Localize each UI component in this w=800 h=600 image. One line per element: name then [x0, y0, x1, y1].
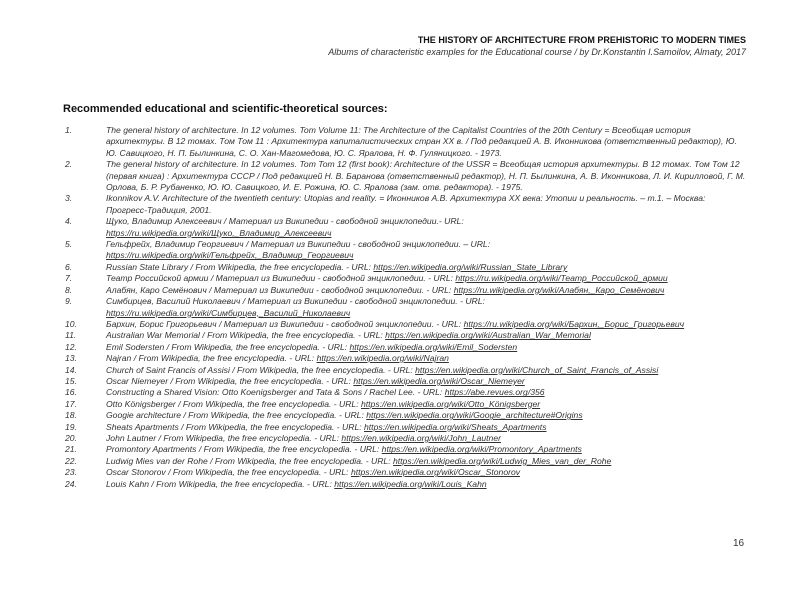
- item-text: Ludwig Mies van der Rohe / From Wikipedia, the free encyclopedia. - URL:: [106, 455, 393, 466]
- item-number: 24.: [65, 478, 77, 489]
- item-text: Oscar Niemeyer / From Wikipedia, the free encyclopedia. - URL:: [106, 375, 354, 386]
- item-number: 19.: [65, 421, 77, 432]
- item-content: [106, 444, 748, 455]
- item-number: 22.: [65, 455, 77, 466]
- list-item: [63, 376, 748, 387]
- list-item: [63, 353, 748, 364]
- page-number: 16: [733, 538, 745, 549]
- source-link[interactable]: https://en.wikipedia.org/wiki/Emil_Sodersten: [349, 341, 518, 352]
- list-item: [63, 399, 748, 410]
- item-content: [106, 273, 748, 284]
- item-number: 6.: [65, 261, 73, 272]
- item-text: Гельфрейх, Владимир Георгиевич / Материал из Википедии - свободной энциклопедии. – URL:: [106, 239, 491, 250]
- item-content: [106, 262, 748, 273]
- item-content: [106, 330, 748, 341]
- item-number: 13.: [65, 353, 77, 364]
- item-text: Бархин, Борис Григорьевич / Материал из Википедии - свободной энциклопедии. - URL:: [106, 318, 464, 329]
- item-content: [106, 365, 748, 376]
- item-text: Щуко, Владимир Алексеевич / Материал из Википедии - свободной энциклопедии.- URL:: [106, 216, 464, 227]
- item-content: [106, 239, 748, 262]
- item-number: 8.: [65, 284, 73, 295]
- source-link[interactable]: https://en.wikipedia.org/wiki/Najran: [316, 353, 449, 364]
- source-link[interactable]: https://en.wikipedia.org/wiki/Googie_architecture#Origins: [366, 410, 583, 421]
- item-content: [106, 399, 748, 410]
- item-number: 2.: [65, 159, 73, 170]
- list-item: [63, 273, 748, 284]
- document-subtitle: Albums of characteristic examples for the Educational course / by Dr.Konstantin I.Samoilov, Almaty, 2017: [328, 47, 746, 57]
- list-item: [63, 342, 748, 353]
- source-link[interactable]: https://en.wikipedia.org/wiki/Louis_Kahn: [334, 478, 487, 489]
- item-text: Otto Königsberger / From Wikipedia, the free encyclopedia. - URL:: [106, 398, 361, 409]
- source-link[interactable]: https://ru.wikipedia.org/wiki/Симбирцев,_Василий_Николаевич: [106, 307, 351, 318]
- list-item: [63, 239, 748, 262]
- page-header: [328, 34, 746, 58]
- source-link[interactable]: https://en.wikipedia.org/wiki/Promontory_Apartments: [381, 444, 582, 455]
- list-item: [63, 330, 748, 341]
- item-number: 16.: [65, 387, 77, 398]
- item-text: The general history of architecture. In 12 volumes. Tom Volume 11: The Architecture of the Capitalist Countries of the 20th Century = Всеобщая история архитектуры. В 12 томах. Том Том 11 : Архитектура капиталистических стран XX в. / Под редакцией А. В. Иконникова (ответственный редактор), Ю. Ю. Савицкого, Н. П. Былинкина, С. О. Хан-Магомедова, Ю. С. Яралова, Н. Ф. Гуляницкого. - 1973.: [106, 125, 737, 158]
- source-link[interactable]: https://abe.revues.org/356: [444, 387, 545, 398]
- item-number: 20.: [65, 432, 77, 443]
- item-text: Constructing a Shared Vision: Otto Koenigsberger and Tata & Sons / Rachel Lee. - URL:: [106, 387, 445, 398]
- source-link[interactable]: https://en.wikipedia.org/wiki/John_Lautner: [341, 432, 501, 443]
- item-text: Najran / From Wikipedia, the free encyclopedia. - URL:: [106, 353, 317, 364]
- item-content: [106, 456, 748, 467]
- item-content: [106, 353, 748, 364]
- item-text: The general history of architecture. In 12 volumes. Tom Tom 12 (first book): Architecture of the USSR = Всеобщая история архитектуры. В 12 томах. Том Том 12 (первая книга) : Архитектура СССР / Под редакцией Н. В. Баранова (ответственный редактор), Н. П. Былинкина, А. В. Иконникова, Л. И. Кирилловой, Г. М. Орлова, Б. Р. Рубаненко, Ю. Ю. Савицкого, И. Е. Рожина, Ю. С. Яралова (зам. отв. редактора). - 1975.: [106, 159, 746, 193]
- item-text: Russian State Library / From Wikipedia, the free encyclopedia. - URL:: [106, 261, 374, 272]
- section-heading: Recommended educational and scientific-theoretical sources:: [63, 103, 388, 115]
- list-item: [63, 433, 748, 444]
- item-content: [106, 125, 748, 159]
- item-content: [106, 433, 748, 444]
- item-content: [106, 376, 748, 387]
- item-number: 23.: [65, 467, 77, 478]
- list-item: [63, 387, 748, 398]
- item-number: 18.: [65, 410, 77, 421]
- list-item: [63, 125, 748, 159]
- item-number: 15.: [65, 375, 77, 386]
- source-link[interactable]: https://ru.wikipedia.org/wiki/Алабян,_Каро_Семёнович: [453, 284, 665, 295]
- list-item: [63, 296, 748, 319]
- item-number: 4.: [65, 216, 73, 227]
- item-text: Sheats Apartments / From Wikipedia, the free encyclopedia. - URL:: [106, 421, 365, 432]
- list-item: [63, 456, 748, 467]
- item-number: 10.: [65, 318, 77, 329]
- item-content: [106, 159, 748, 193]
- item-text: Oscar Stonorov / From Wikipedia, the free encyclopedia. - URL:: [106, 467, 351, 478]
- source-link[interactable]: https://en.wikipedia.org/wiki/Otto_Königsberger: [360, 398, 541, 409]
- list-item: [63, 422, 748, 433]
- item-content: [106, 467, 748, 478]
- source-link[interactable]: https://en.wikipedia.org/wiki/Oscar_Stonorov: [350, 467, 521, 478]
- item-number: 17.: [65, 398, 77, 409]
- item-text: Симбирцев, Василий Николаевич / Материал из Википедии - свободной энциклопедии. - URL:: [106, 296, 485, 307]
- item-content: [106, 296, 748, 319]
- item-text: Ikonnikov A.V. Architecture of the twentieth century: Utopias and reality. = Иконников А.В. Архитектура XX века: Утопии и реальность. – т.1. – Москва: Прогресс-Традиция, 2001.: [106, 193, 706, 215]
- item-number: 3.: [65, 193, 73, 204]
- item-content: [106, 193, 748, 216]
- list-item: [63, 444, 748, 455]
- list-item: [63, 319, 748, 330]
- item-number: 7.: [65, 273, 73, 284]
- list-item: [63, 479, 748, 490]
- source-link[interactable]: https://ru.wikipedia.org/wiki/Бархин,_Борис_Григорьевич: [463, 318, 685, 329]
- list-item: [63, 193, 748, 216]
- item-number: 1.: [65, 125, 73, 135]
- source-link[interactable]: https://en.wikipedia.org/wiki/Ludwig_Mies_van_der_Rohe: [393, 455, 612, 466]
- source-link[interactable]: https://en.wikipedia.org/wiki/Russian_State_Library: [373, 261, 568, 272]
- item-number: 12.: [65, 341, 77, 352]
- source-link[interactable]: https://en.wikipedia.org/wiki/Church_of_Saint_Francis_of_Assisi: [415, 364, 659, 375]
- item-content: [106, 285, 748, 296]
- list-item: [63, 262, 748, 273]
- item-content: [106, 342, 748, 353]
- item-text: Googie architecture / From Wikipedia, the free encyclopedia. - URL:: [106, 410, 367, 421]
- item-text: Louis Kahn / From Wikipedia, the free encyclopedia. - URL:: [106, 478, 335, 489]
- item-content: [106, 410, 748, 421]
- item-number: 9.: [65, 296, 73, 307]
- item-number: 21.: [65, 444, 77, 455]
- item-number: 14.: [65, 364, 77, 375]
- sources-list: [63, 125, 748, 490]
- source-link[interactable]: https://ru.wikipedia.org/wiki/Гельфрейх,_Владимир_Георгиевич: [106, 250, 354, 261]
- list-item: [63, 159, 748, 193]
- item-text: Church of Saint Francis of Assisi / From Wikipedia, the free encyclopedia. - URL:: [106, 364, 416, 375]
- list-item: [63, 467, 748, 478]
- item-text: John Lautner / From Wikipedia, the free encyclopedia. - URL:: [106, 432, 342, 443]
- list-item: [63, 410, 748, 421]
- list-item: [63, 365, 748, 376]
- item-text: Australian War Memorial / From Wikipedia, the free encyclopedia. - URL:: [106, 330, 386, 341]
- item-number: 5.: [65, 239, 73, 250]
- source-link[interactable]: https://ru.wikipedia.org/wiki/Театр_Российской_армии: [455, 273, 668, 284]
- item-text: Promontory Apartments / From Wikipedia, the free encyclopedia. - URL:: [106, 444, 382, 455]
- item-content: [106, 479, 748, 490]
- item-text: Emil Sodersten / From Wikipedia, the free encyclopedia. - URL:: [106, 341, 350, 352]
- item-content: [106, 387, 748, 398]
- item-content: [106, 422, 748, 433]
- list-item: [63, 285, 748, 296]
- item-number: 11.: [65, 330, 77, 341]
- item-content: [106, 216, 748, 239]
- item-text: Алабян, Каро Семёнович / Материал из Википедии - свободной энциклопедии. - URL:: [106, 284, 454, 295]
- item-content: [106, 319, 748, 330]
- list-item: [63, 216, 748, 239]
- source-link[interactable]: https://en.wikipedia.org/wiki/Oscar_Niemeyer: [353, 375, 525, 386]
- source-link[interactable]: https://en.wikipedia.org/wiki/Australian_War_Memorial: [385, 330, 591, 341]
- document-title: THE HISTORY OF ARCHITECTURE FROM PREHISTORIC TO MODERN TIMES: [417, 35, 746, 45]
- item-text: Театр Российской армии / Материал из Википедии - свободной энциклопедии. - URL:: [106, 273, 456, 284]
- source-link[interactable]: https://en.wikipedia.org/wiki/Sheats_Apartments: [364, 421, 547, 432]
- source-link[interactable]: https://ru.wikipedia.org/wiki/Щуко,_Владимир_Алексеевич: [106, 227, 332, 238]
